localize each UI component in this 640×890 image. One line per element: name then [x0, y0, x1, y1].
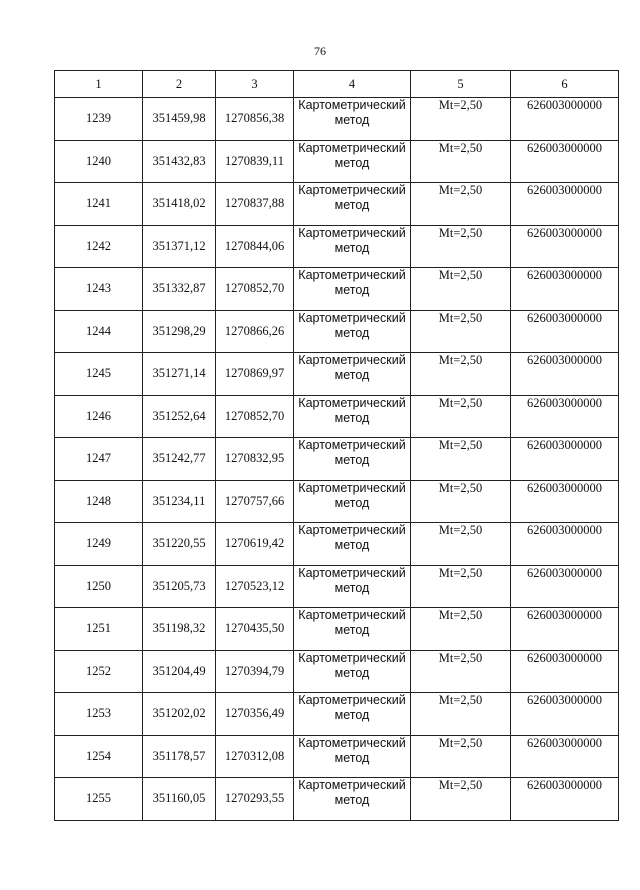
- point-number-cell: 1247: [55, 438, 143, 481]
- method-line-1: Картометрический: [298, 565, 406, 580]
- column-header-5: 5: [411, 71, 511, 98]
- code-cell: 626003000000: [511, 565, 619, 608]
- code-cell: 626003000000: [511, 183, 619, 226]
- column-header-1: 1: [55, 71, 143, 98]
- method-line-2: метод: [334, 623, 370, 637]
- method-line-2: метод: [334, 283, 370, 297]
- code-cell: 626003000000: [511, 735, 619, 778]
- table-row: [55, 693, 619, 736]
- point-number-cell: 1243: [55, 268, 143, 311]
- code-cell: 626003000000: [511, 98, 619, 141]
- y-coordinate-cell: 1270832,95: [216, 438, 294, 481]
- y-coordinate-cell: 1270852,70: [216, 268, 294, 311]
- accuracy-cell: Mt=2,50: [411, 523, 511, 566]
- method-line-2: метод: [334, 580, 370, 595]
- point-number-cell: 1250: [55, 565, 143, 608]
- accuracy-cell: Mt=2,50: [411, 608, 511, 651]
- method-line-2: метод: [334, 368, 370, 382]
- method-cell: [294, 650, 411, 693]
- table-row: [55, 395, 619, 438]
- method-line-2: метод: [334, 113, 370, 127]
- y-coordinate-cell: 1270856,38: [216, 98, 294, 141]
- method-line-1: Картометрический: [298, 693, 406, 707]
- method-line-1: Картометрический: [298, 268, 406, 282]
- table-row: [55, 735, 619, 778]
- method-cell: [294, 310, 411, 353]
- method-line-1: Картометрический: [298, 353, 406, 367]
- x-coordinate-cell: 351198,32: [143, 608, 216, 651]
- x-coordinate-cell: 351371,12: [143, 225, 216, 268]
- table-row: [55, 565, 619, 608]
- code-cell: 626003000000: [511, 140, 619, 183]
- code-cell: 626003000000: [511, 225, 619, 268]
- column-header-3: 3: [216, 71, 294, 98]
- method-cell: [294, 353, 411, 396]
- x-coordinate-cell: 351160,05: [143, 778, 216, 821]
- coordinates-table: [54, 70, 619, 821]
- method-line-1: Картометрический: [298, 310, 406, 325]
- method-line-2: метод: [334, 793, 370, 807]
- method-cell: [294, 565, 411, 608]
- method-line-2: метод: [334, 708, 370, 722]
- method-line-2: метод: [334, 750, 370, 765]
- table-row: [55, 778, 619, 821]
- point-number-cell: 1242: [55, 225, 143, 268]
- code-cell: 626003000000: [511, 310, 619, 353]
- point-number-cell: 1241: [55, 183, 143, 226]
- accuracy-cell: Mt=2,50: [411, 310, 511, 353]
- point-number-cell: 1254: [55, 735, 143, 778]
- table-row: [55, 438, 619, 481]
- y-coordinate-cell: 1270852,70: [216, 395, 294, 438]
- accuracy-cell: Mt=2,50: [411, 225, 511, 268]
- accuracy-cell: Mt=2,50: [411, 438, 511, 481]
- table-row: [55, 523, 619, 566]
- column-header-6: 6: [511, 71, 619, 98]
- method-cell: [294, 438, 411, 481]
- table-row: [55, 98, 619, 141]
- point-number-cell: 1240: [55, 140, 143, 183]
- y-coordinate-cell: 1270866,26: [216, 310, 294, 353]
- method-cell: [294, 693, 411, 736]
- x-coordinate-cell: 351252,64: [143, 395, 216, 438]
- accuracy-cell: Mt=2,50: [411, 140, 511, 183]
- method-line-2: метод: [334, 198, 370, 212]
- table-body: [55, 98, 619, 821]
- table-row: [55, 310, 619, 353]
- x-coordinate-cell: 351459,98: [143, 98, 216, 141]
- y-coordinate-cell: 1270293,55: [216, 778, 294, 821]
- method-cell: [294, 480, 411, 523]
- y-coordinate-cell: 1270844,06: [216, 225, 294, 268]
- y-coordinate-cell: 1270757,66: [216, 480, 294, 523]
- column-header-2: 2: [143, 71, 216, 98]
- method-line-1: Картометрический: [298, 735, 406, 750]
- y-coordinate-cell: 1270839,11: [216, 140, 294, 183]
- x-coordinate-cell: 351204,49: [143, 650, 216, 693]
- point-number-cell: 1246: [55, 395, 143, 438]
- method-cell: [294, 735, 411, 778]
- code-cell: 626003000000: [511, 693, 619, 736]
- code-cell: 626003000000: [511, 608, 619, 651]
- y-coordinate-cell: 1270435,50: [216, 608, 294, 651]
- point-number-cell: 1252: [55, 650, 143, 693]
- method-line-2: метод: [334, 325, 370, 340]
- accuracy-cell: Mt=2,50: [411, 735, 511, 778]
- y-coordinate-cell: 1270837,88: [216, 183, 294, 226]
- method-line-1: Картометрический: [298, 778, 406, 792]
- code-cell: 626003000000: [511, 268, 619, 311]
- point-number-cell: 1253: [55, 693, 143, 736]
- accuracy-cell: Mt=2,50: [411, 778, 511, 821]
- method-line-1: Картометрический: [298, 480, 406, 495]
- table-row: [55, 225, 619, 268]
- point-number-cell: 1245: [55, 353, 143, 396]
- method-line-2: метод: [334, 453, 370, 467]
- method-cell: [294, 268, 411, 311]
- method-line-2: метод: [334, 240, 370, 255]
- y-coordinate-cell: 1270619,42: [216, 523, 294, 566]
- y-coordinate-cell: 1270312,08: [216, 735, 294, 778]
- code-cell: 626003000000: [511, 650, 619, 693]
- accuracy-cell: Mt=2,50: [411, 480, 511, 523]
- point-number-cell: 1251: [55, 608, 143, 651]
- x-coordinate-cell: 351205,73: [143, 565, 216, 608]
- x-coordinate-cell: 351432,83: [143, 140, 216, 183]
- point-number-cell: 1239: [55, 98, 143, 141]
- method-cell: [294, 140, 411, 183]
- method-line-1: Картометрический: [298, 650, 406, 665]
- table-row: [55, 480, 619, 523]
- method-line-1: Картометрический: [298, 140, 406, 155]
- method-cell: [294, 395, 411, 438]
- accuracy-cell: Mt=2,50: [411, 268, 511, 311]
- method-cell: [294, 183, 411, 226]
- table-row: [55, 183, 619, 226]
- x-coordinate-cell: 351202,02: [143, 693, 216, 736]
- point-number-cell: 1249: [55, 523, 143, 566]
- table-row: [55, 650, 619, 693]
- method-line-2: метод: [334, 665, 370, 680]
- accuracy-cell: Mt=2,50: [411, 183, 511, 226]
- code-cell: 626003000000: [511, 778, 619, 821]
- code-cell: 626003000000: [511, 523, 619, 566]
- method-line-1: Картометрический: [298, 608, 406, 622]
- method-line-2: метод: [334, 495, 370, 510]
- table-row: [55, 608, 619, 651]
- method-line-1: Картометрический: [298, 98, 406, 112]
- accuracy-cell: Mt=2,50: [411, 98, 511, 141]
- code-cell: 626003000000: [511, 480, 619, 523]
- method-line-2: метод: [334, 155, 370, 170]
- y-coordinate-cell: 1270394,79: [216, 650, 294, 693]
- method-cell: [294, 778, 411, 821]
- accuracy-cell: Mt=2,50: [411, 395, 511, 438]
- code-cell: 626003000000: [511, 438, 619, 481]
- x-coordinate-cell: 351298,29: [143, 310, 216, 353]
- x-coordinate-cell: 351220,55: [143, 523, 216, 566]
- table-header-row: [55, 71, 619, 98]
- method-cell: [294, 98, 411, 141]
- code-cell: 626003000000: [511, 395, 619, 438]
- y-coordinate-cell: 1270356,49: [216, 693, 294, 736]
- accuracy-cell: Mt=2,50: [411, 650, 511, 693]
- accuracy-cell: Mt=2,50: [411, 693, 511, 736]
- accuracy-cell: Mt=2,50: [411, 353, 511, 396]
- x-coordinate-cell: 351271,14: [143, 353, 216, 396]
- table-row: [55, 268, 619, 311]
- point-number-cell: 1255: [55, 778, 143, 821]
- column-header-4: 4: [294, 71, 411, 98]
- point-number-cell: 1244: [55, 310, 143, 353]
- x-coordinate-cell: 351234,11: [143, 480, 216, 523]
- y-coordinate-cell: 1270523,12: [216, 565, 294, 608]
- y-coordinate-cell: 1270869,97: [216, 353, 294, 396]
- method-cell: [294, 225, 411, 268]
- accuracy-cell: Mt=2,50: [411, 565, 511, 608]
- x-coordinate-cell: 351242,77: [143, 438, 216, 481]
- x-coordinate-cell: 351178,57: [143, 735, 216, 778]
- table-row: [55, 353, 619, 396]
- code-cell: 626003000000: [511, 353, 619, 396]
- method-line-1: Картометрический: [298, 225, 406, 240]
- x-coordinate-cell: 351418,02: [143, 183, 216, 226]
- method-line-2: метод: [334, 538, 370, 552]
- point-number-cell: 1248: [55, 480, 143, 523]
- method-line-1: Картометрический: [298, 523, 406, 537]
- x-coordinate-cell: 351332,87: [143, 268, 216, 311]
- method-line-1: Картометрический: [298, 395, 406, 410]
- method-line-2: метод: [334, 410, 370, 425]
- method-cell: [294, 523, 411, 566]
- table-row: [55, 140, 619, 183]
- method-line-1: Картометрический: [298, 438, 406, 452]
- method-line-1: Картометрический: [298, 183, 406, 197]
- method-cell: [294, 608, 411, 651]
- page-number: 76: [314, 44, 326, 58]
